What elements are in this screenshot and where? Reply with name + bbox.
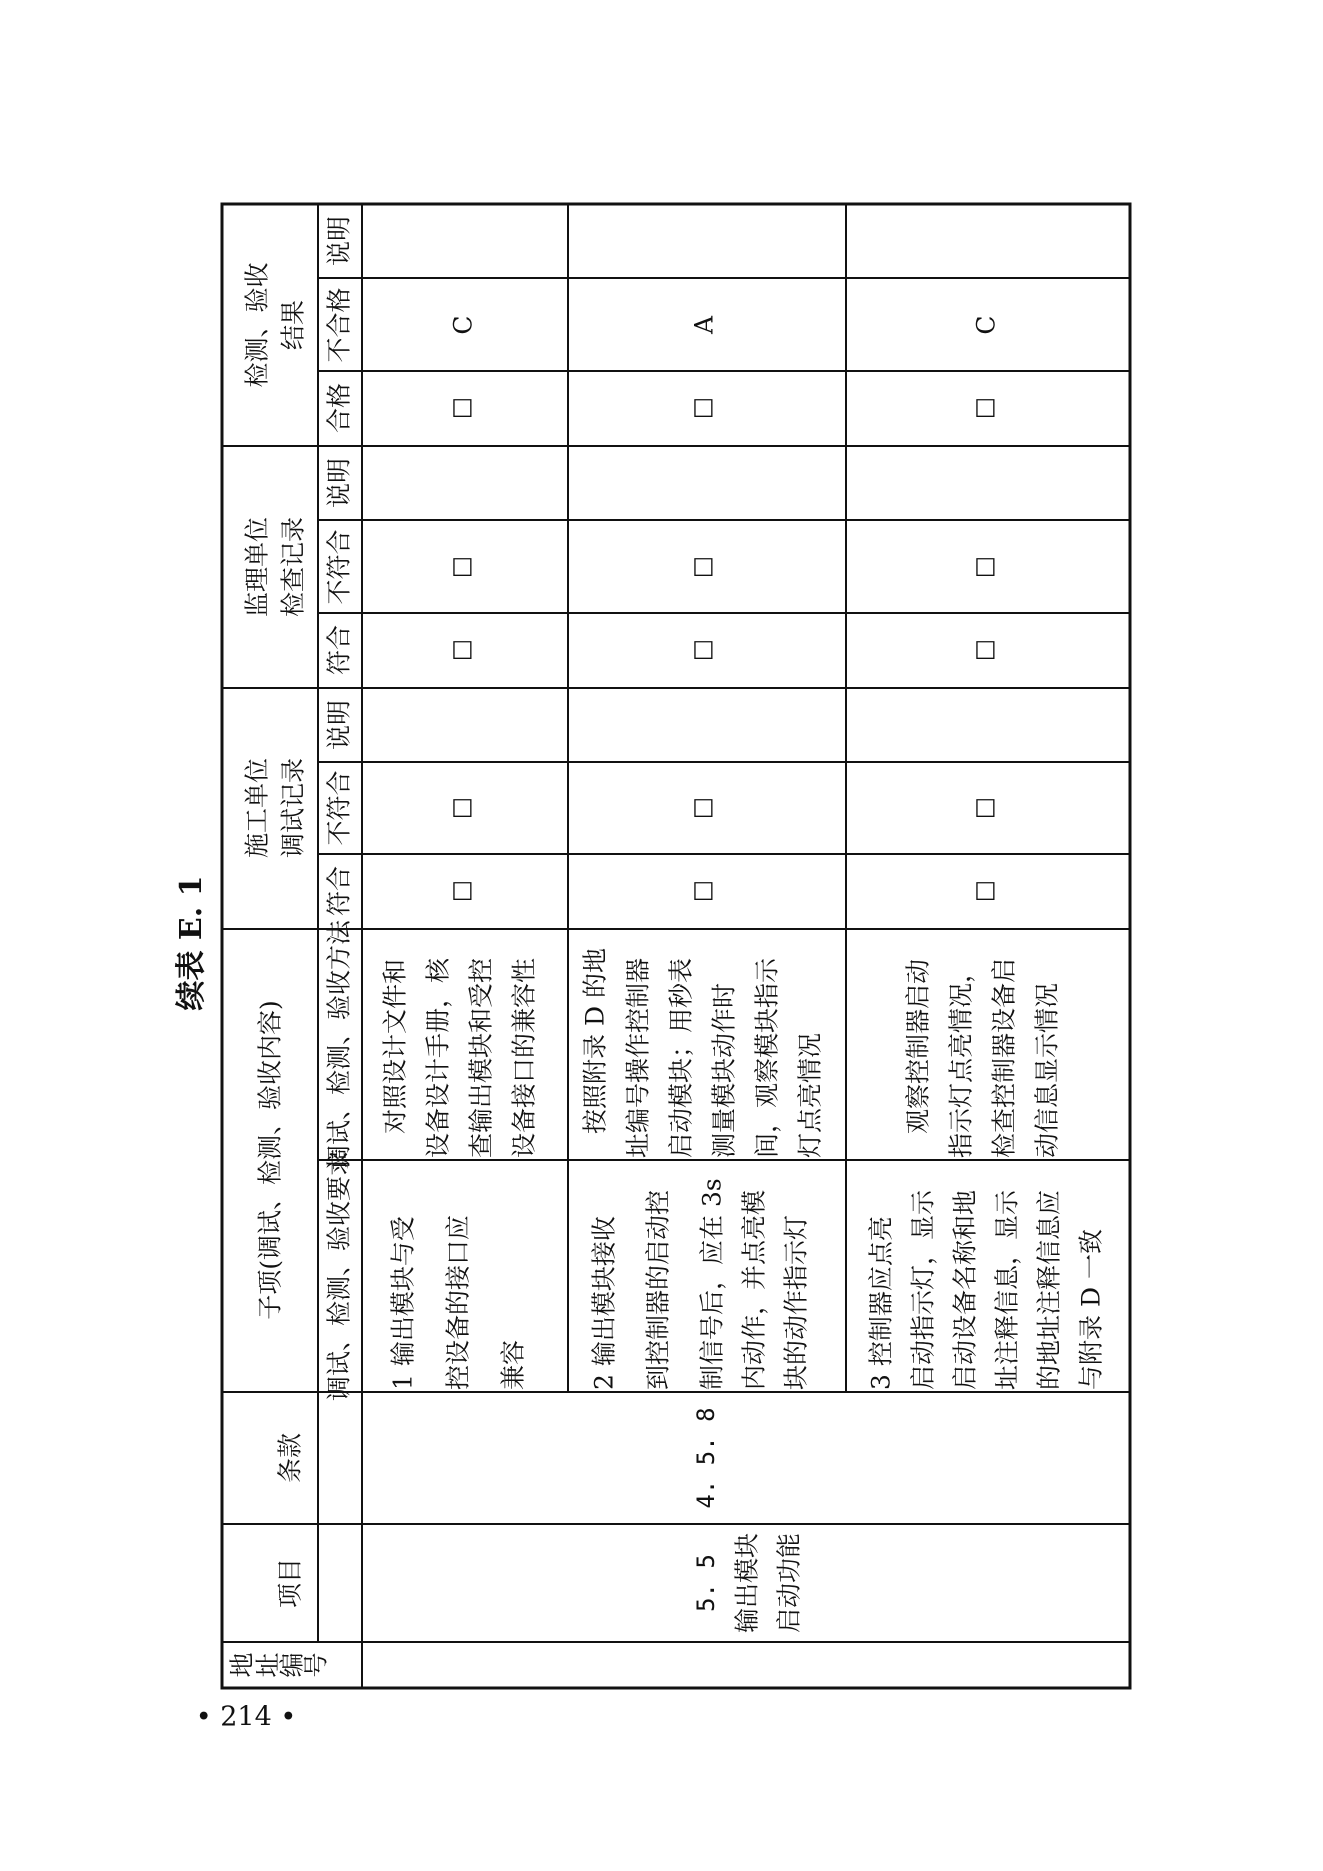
page-number: • 214 •	[195, 1701, 297, 1733]
row2-method-line-2: 址编号操作控制器	[623, 957, 653, 1158]
header-sup-conform: 符合	[324, 624, 354, 676]
header-sup-nonconform: 不符合	[324, 529, 354, 605]
table-row	[867, 315, 1106, 1390]
header-con-conform: 符合	[324, 865, 354, 917]
row3-req-line-5: 的地址注释信息应	[1034, 1189, 1064, 1390]
header-inspection-label-2: 结果	[278, 299, 308, 351]
header-insp-note: 说明	[324, 215, 354, 267]
header-address-char-1: 地	[227, 1652, 257, 1678]
table-row	[581, 315, 825, 1390]
row3-req-line-6: 与附录 D 一致	[1076, 1229, 1106, 1390]
row2-method-line-6: 灯点亮情况	[795, 1032, 825, 1158]
row1-req-line-3: 兼容	[498, 1339, 528, 1390]
row3-req-line-4: 址注释信息，显示	[992, 1189, 1022, 1390]
row2-insp-pass-checkbox[interactable]: ☐	[689, 396, 719, 420]
row1-con-nonconform-checkbox[interactable]: ☐	[448, 796, 478, 820]
row3-sup-conform-checkbox[interactable]: ☐	[971, 638, 1001, 662]
header-inspection-label-1: 检测、验收	[242, 262, 272, 388]
row3-con-nonconform-checkbox[interactable]: ☐	[971, 796, 1001, 820]
row1-method-line-3: 查输出模块和受控	[466, 957, 496, 1158]
row3-req-line-3: 启动设备名称和地	[950, 1189, 980, 1390]
header-subitem: 子项(调试、检测、验收内容)	[255, 1000, 285, 1320]
header-construction-group	[243, 758, 308, 858]
row2-req-line-1: 2 输出模块接收	[589, 1216, 619, 1390]
header-insp-fail: 不合格	[324, 287, 354, 363]
header-address-char-3: 编	[277, 1652, 307, 1678]
header-clause: 条款	[275, 1432, 305, 1484]
row2-sup-nonconform-checkbox[interactable]: ☐	[689, 555, 719, 579]
row2-con-nonconform-checkbox[interactable]: ☐	[689, 796, 719, 820]
row3-req-line-1: 3 控制器应点亮	[866, 1216, 896, 1390]
project-name-line-1: 输出模块	[732, 1532, 762, 1634]
row1-con-conform-checkbox[interactable]: ☐	[448, 879, 478, 903]
row3-insp-pass-checkbox[interactable]: ☐	[971, 396, 1001, 420]
header-inspection-group	[243, 262, 308, 387]
row1-req-line-1: 1 输出模块与受	[388, 1216, 418, 1390]
row1-req-line-2: 控设备的接口应	[443, 1214, 473, 1390]
row2-method-line-5: 间，观察模块指示	[752, 957, 782, 1158]
header-address-char-2: 址	[253, 1652, 283, 1678]
table-title: 续表 E. 1	[174, 875, 209, 1011]
row1-method-line-2: 设备设计手册，核	[423, 957, 453, 1158]
header-address	[228, 1652, 331, 1677]
header-subitem-method: 调试、检测、验收方法	[324, 919, 354, 1171]
header-project: 项目	[275, 1557, 305, 1609]
row2-req-line-3: 制信号后，应在 3s	[697, 1178, 727, 1390]
row2-con-conform-checkbox[interactable]: ☐	[689, 879, 719, 903]
row3-method-line-4: 动信息显示情况	[1032, 982, 1062, 1158]
row3-method-line-1: 观察控制器启动	[903, 958, 933, 1134]
row1-grade: C	[448, 315, 478, 335]
row2-method-line-4: 测量模块动作时	[709, 982, 739, 1158]
row3-method-line-3: 检查控制器设备启	[989, 957, 1019, 1158]
header-subitem-req: 调试、检测、验收要求	[324, 1150, 354, 1402]
row2-grade: A	[689, 315, 719, 335]
header-supervision-label-1: 监理单位	[242, 516, 272, 618]
row2-req-line-4: 内动作，并点亮模	[739, 1189, 769, 1390]
row1-sup-conform-checkbox[interactable]: ☐	[448, 638, 478, 662]
header-construction-label-2: 调试记录	[278, 757, 308, 859]
project-code: 5. 5	[692, 1554, 720, 1612]
row3-con-conform-checkbox[interactable]: ☐	[971, 879, 1001, 903]
row2-method-line-3: 启动模块；用秒表	[666, 957, 696, 1158]
header-supervision-group	[243, 517, 308, 617]
project-name-line-2: 启动功能	[774, 1532, 804, 1634]
row3-req-line-2: 启动指示灯，显示	[908, 1189, 938, 1390]
project-clause: 4. 5. 8	[692, 1407, 720, 1509]
row1-insp-pass-checkbox[interactable]: ☐	[448, 396, 478, 420]
header-supervision-label-2: 检查记录	[278, 516, 308, 618]
row1-method-line-4: 设备接口的兼容性	[509, 957, 539, 1158]
row3-grade: C	[971, 315, 1001, 335]
header-construction-label-1: 施工单位	[242, 757, 272, 859]
header-con-nonconform: 不符合	[324, 770, 354, 846]
row2-req-line-5: 块的动作指示灯	[781, 1214, 811, 1390]
row2-method-line-1: 按照附录 D 的地	[580, 948, 610, 1134]
row1-sup-nonconform-checkbox[interactable]: ☐	[448, 555, 478, 579]
table-row	[381, 315, 539, 1390]
row3-sup-nonconform-checkbox[interactable]: ☐	[971, 555, 1001, 579]
row2-sup-conform-checkbox[interactable]: ☐	[689, 638, 719, 662]
header-con-note: 说明	[324, 699, 354, 751]
header-sup-note: 说明	[324, 457, 354, 509]
header-address-char-4: 号	[301, 1652, 331, 1678]
header-insp-pass: 合格	[324, 382, 354, 434]
row2-req-line-2: 到控制器的启动控	[643, 1189, 673, 1390]
row3-method-line-2: 指示灯点亮情况，	[946, 957, 976, 1158]
row1-method-line-1: 对照设计文件和	[380, 958, 410, 1134]
inspection-table	[222, 204, 1130, 1688]
